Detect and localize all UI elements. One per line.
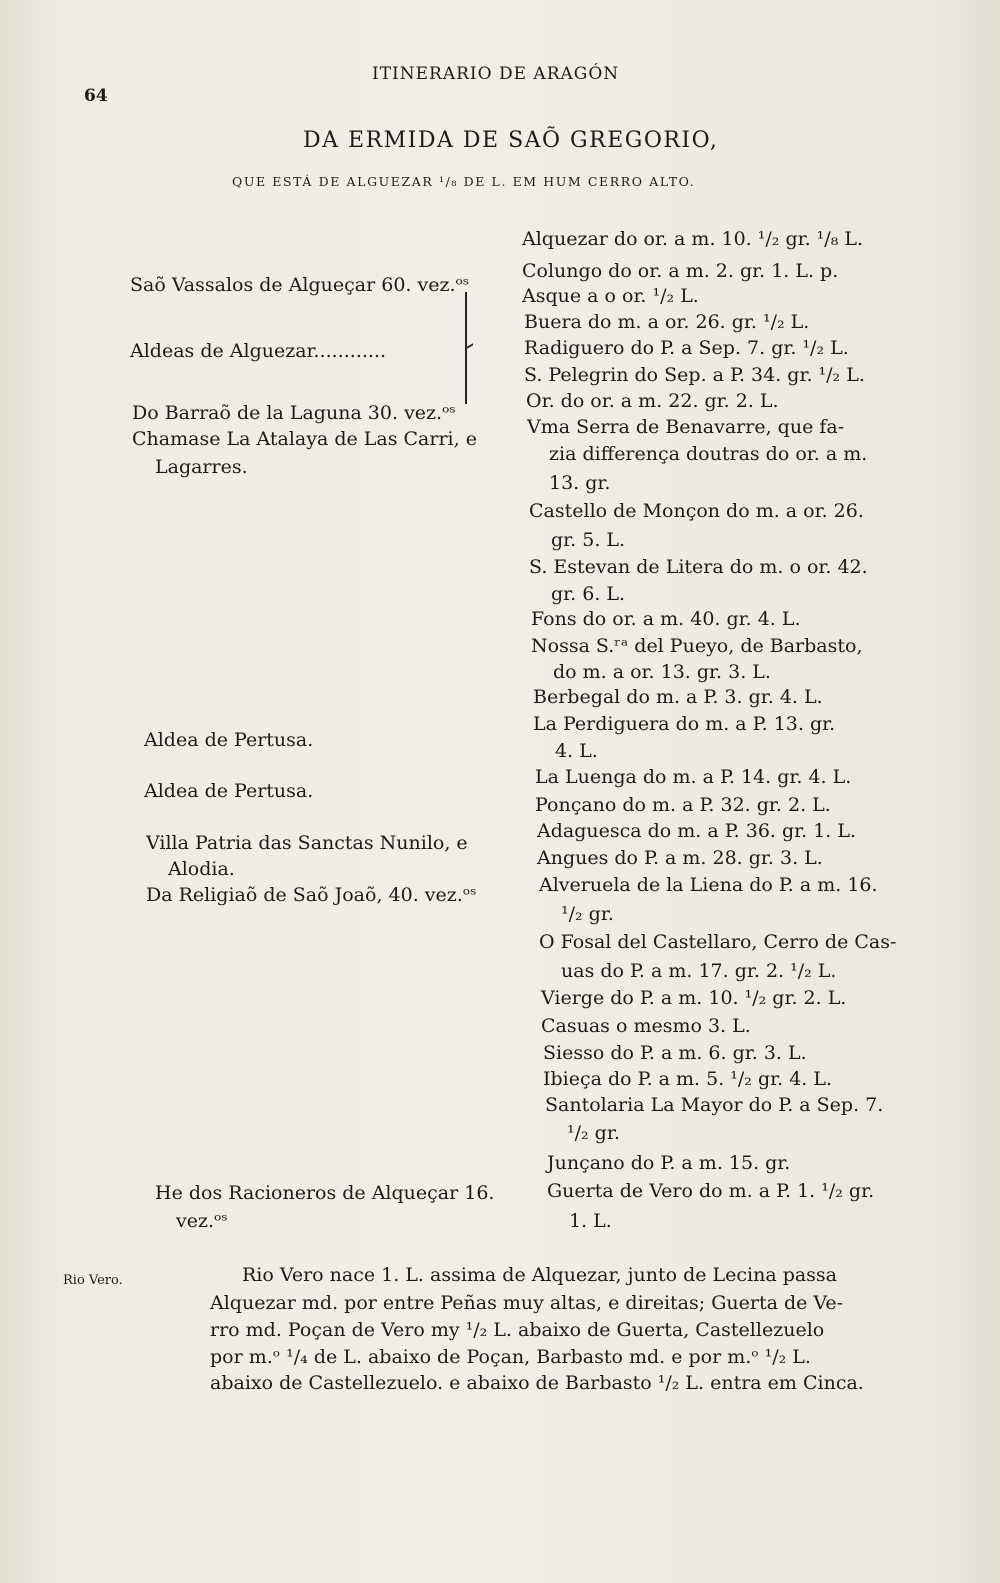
running-title: ITINERARIO DE ARAGÓN (372, 64, 620, 84)
left-entry-alodia: Alodia. (168, 858, 235, 880)
left-entry-atalaya: Chamase La Atalaya de Las Carri, e (132, 428, 477, 450)
right-entry: S. Pelegrin do Sep. a P. 34. gr. ¹/₂ L. (524, 364, 865, 386)
paragraph-line: por m.ᵒ ¹/₄ de L. abaixo de Poçan, Barbasto md. e por m.ᵒ ¹/₂ L. (210, 1346, 811, 1368)
right-entry: ¹/₂ gr. (567, 1122, 620, 1144)
right-entry: Ponçano do m. a P. 32. gr. 2. L. (535, 794, 831, 816)
paragraph-line: Rio Vero nace 1. L. assima de Alquezar, junto de Lecina passa (242, 1264, 838, 1286)
right-entry: ¹/₂ gr. (561, 903, 614, 925)
left-entry-barrao: Do Barraõ de la Laguna 30. vez.ᵒˢ (132, 402, 456, 424)
margin-note-rio-vero: Rio Vero. (63, 1273, 123, 1288)
left-entry-aldea-pertusa-2: Aldea de Pertusa. (144, 780, 314, 802)
right-entry: Siesso do P. a m. 6. gr. 3. L. (543, 1042, 807, 1064)
right-entry: Berbegal do m. a P. 3. gr. 4. L. (533, 686, 823, 708)
right-entry: gr. 6. L. (551, 583, 626, 605)
section-subtitle: QUE ESTÁ DE ALGUEZAR ¹/₈ DE L. EM HUM CERRO ALTO. (232, 174, 696, 189)
right-entry: 1. L. (569, 1210, 612, 1232)
right-entry: Junçano do P. a m. 15. gr. (547, 1152, 791, 1174)
page-number: 64 (84, 86, 108, 106)
right-entry: do m. a or. 13. gr. 3. L. (553, 661, 771, 683)
right-entry: uas do P. a m. 17. gr. 2. ¹/₂ L. (561, 960, 837, 982)
left-entry-lagarres: Lagarres. (155, 456, 248, 478)
right-entry: Castello de Monçon do m. a or. 26. (529, 500, 864, 522)
section-title: DA ERMIDA DE SAÕ GREGORIO, (303, 128, 719, 153)
right-entry: Adaguesca do m. a P. 36. gr. 1. L. (537, 820, 857, 842)
paragraph-line: Alquezar md. por entre Peñas muy altas, e direitas; Guerta de Ve- (210, 1292, 844, 1314)
right-entry: Alveruela de la Liena do P. a m. 16. (539, 874, 878, 896)
paragraph-line: abaixo de Castellezuelo. e abaixo de Barbasto ¹/₂ L. entra em Cinca. (210, 1372, 864, 1394)
right-entry: Fons do or. a m. 40. gr. 4. L. (531, 608, 801, 630)
left-entry-villa-patria: Villa Patria das Sanctas Nunilo, e (146, 832, 468, 854)
left-entry-vassalos: Saõ Vassalos de Algueçar 60. vez.ᵒˢ (130, 274, 470, 296)
right-entry: gr. 5. L. (551, 529, 626, 551)
right-entry: Ibieça do P. a m. 5. ¹/₂ gr. 4. L. (543, 1068, 833, 1090)
left-entry-aldea-pertusa-1: Aldea de Pertusa. (144, 729, 314, 751)
right-entry: Radiguero do P. a Sep. 7. gr. ¹/₂ L. (524, 337, 849, 359)
right-entry: Angues do P. a m. 28. gr. 3. L. (537, 847, 823, 869)
right-entry: Colungo do or. a m. 2. gr. 1. L. p. (522, 260, 839, 282)
right-entry: La Perdiguera do m. a P. 13. gr. (533, 713, 836, 735)
right-entry: Guerta de Vero do m. a P. 1. ¹/₂ gr. (547, 1180, 875, 1202)
right-entry: 13. gr. (549, 472, 611, 494)
right-entry: Or. do or. a m. 22. gr. 2. L. (526, 390, 779, 412)
paragraph-line: rro md. Poçan de Vero my ¹/₂ L. abaixo de Guerta, Castellezuelo (210, 1319, 825, 1341)
right-entry: O Fosal del Castellaro, Cerro de Cas- (539, 931, 897, 953)
right-entry: S. Estevan de Litera do m. o or. 42. (529, 556, 868, 578)
right-entry: Buera do m. a or. 26. gr. ¹/₂ L. (524, 311, 810, 333)
right-entry: Alquezar do or. a m. 10. ¹/₂ gr. ¹/₈ L. (522, 228, 864, 250)
left-entry-religiao: Da Religiaõ de Saõ Joaõ, 40. vez.ᵒˢ (146, 884, 477, 906)
right-entry: Nossa S.ʳᵃ del Pueyo, de Barbasto, (531, 635, 863, 657)
right-entry: Santolaria La Mayor do P. a Sep. 7. (545, 1094, 884, 1116)
left-entry-aldeas-alguezar: Aldeas de Alguezar............ (130, 340, 387, 362)
right-entry: 4. L. (555, 740, 598, 762)
right-entry: Vierge do P. a m. 10. ¹/₂ gr. 2. L. (541, 987, 847, 1009)
right-entry: Asque a o or. ¹/₂ L. (522, 285, 699, 307)
left-entry-racioneros: He dos Racioneros de Alqueçar 16. (155, 1182, 495, 1204)
left-entry-vez: vez.ᵒˢ (176, 1210, 228, 1232)
right-entry: Casuas o mesmo 3. L. (541, 1015, 751, 1037)
right-entry: Vma Serra de Benavarre, que fa- (527, 416, 845, 438)
right-entry: La Luenga do m. a P. 14. gr. 4. L. (535, 766, 852, 788)
right-entry: zia differença doutras do or. a m. (549, 443, 868, 465)
